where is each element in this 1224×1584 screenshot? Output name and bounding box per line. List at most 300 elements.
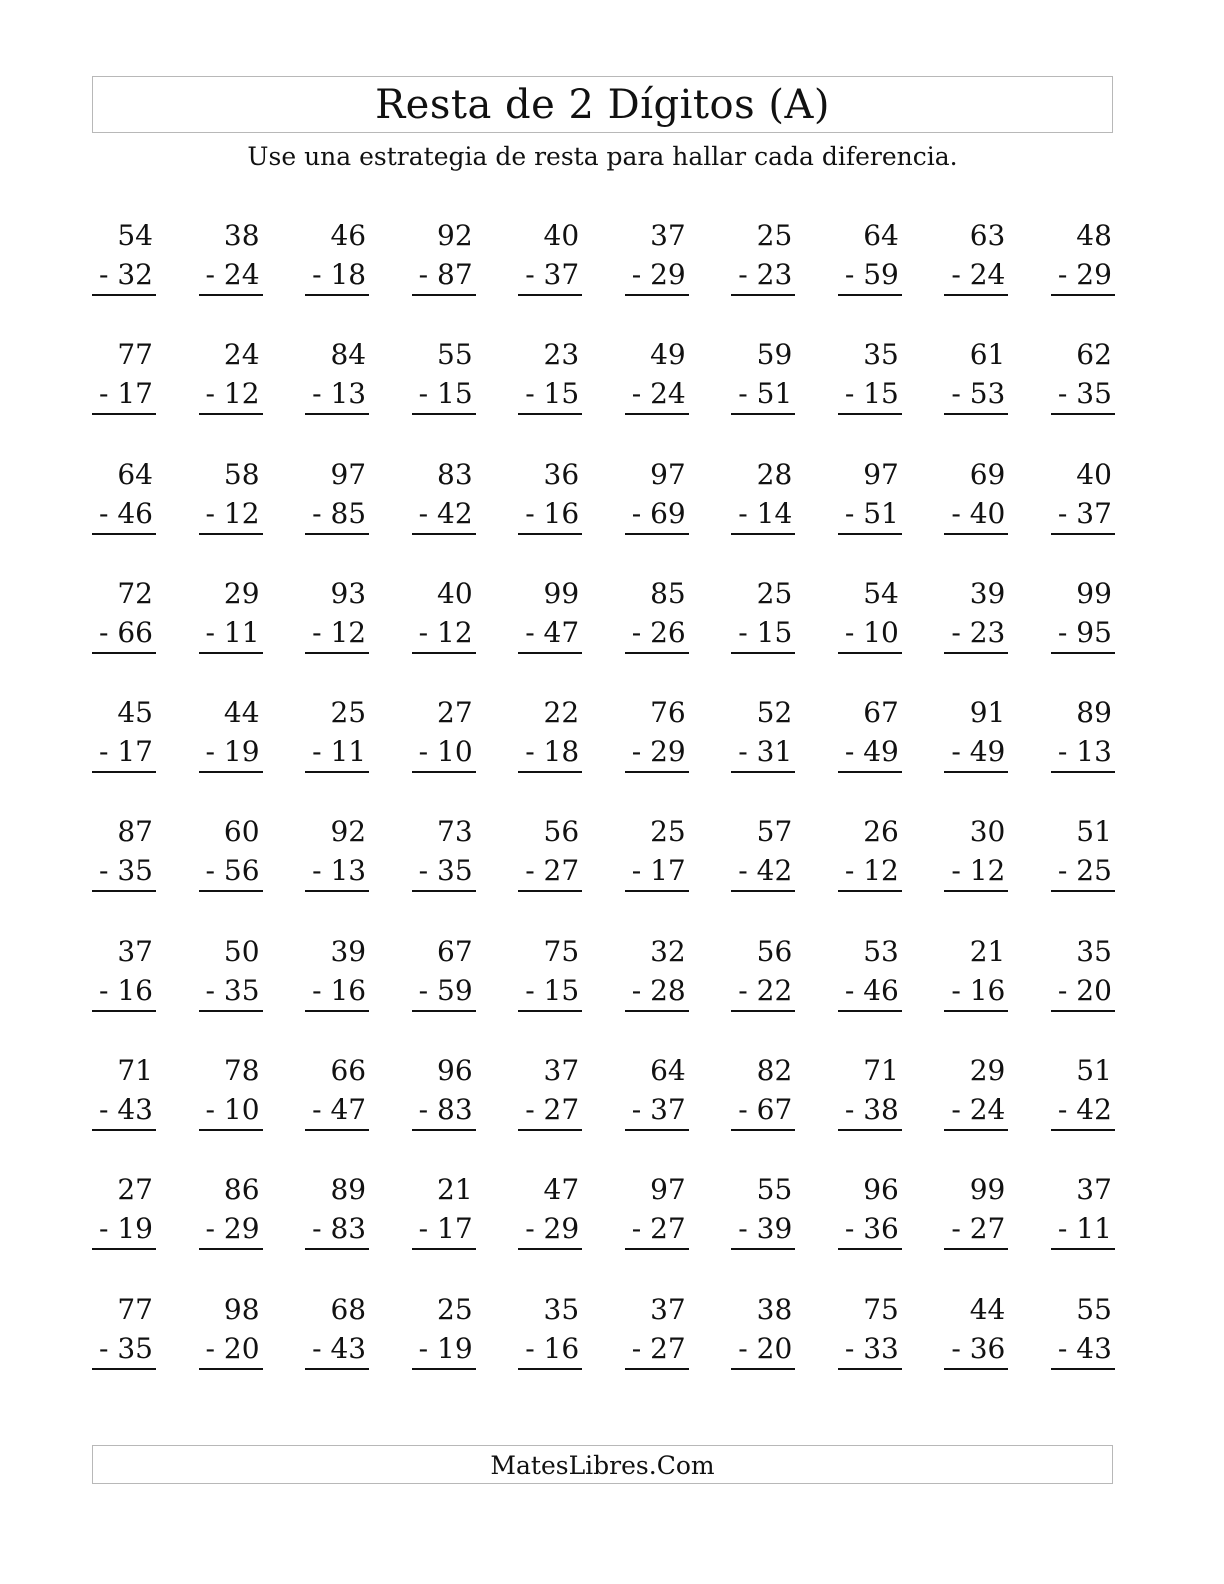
- problem-r6-c6: [625, 812, 689, 931]
- problem-r8-c10: [1051, 1051, 1115, 1170]
- problem-r10-c4: [412, 1290, 476, 1409]
- problem-r7-c6: [625, 932, 689, 1051]
- minuend: 25: [650, 815, 686, 849]
- subtrahend: - 17: [92, 375, 156, 415]
- problem-r6-c5: [518, 812, 582, 931]
- problem-r6-c4: [412, 812, 476, 931]
- problem-r4-c6: [625, 574, 689, 693]
- minuend: 60: [223, 815, 260, 849]
- problem-r5-c4: [412, 693, 476, 812]
- problem-r5-c6: [625, 693, 689, 812]
- subtrahend: - 12: [412, 614, 476, 654]
- subtrahend: - 24: [944, 256, 1008, 296]
- minuend: 40: [437, 576, 473, 610]
- problem-r10-c5: [518, 1290, 582, 1409]
- subtrahend: - 35: [199, 972, 263, 1012]
- problem-r7-c9: [944, 932, 1008, 1051]
- minuend: 29: [223, 576, 260, 610]
- problem-r1-c2: [199, 216, 263, 335]
- subtrahend: - 59: [412, 972, 476, 1012]
- minuend: 37: [650, 1292, 686, 1326]
- subtrahend: - 46: [838, 972, 902, 1012]
- minuend: 37: [543, 1054, 580, 1088]
- problem-r5-c5: [518, 693, 582, 812]
- problem-r8-c2: [199, 1051, 263, 1170]
- minuend: 35: [1076, 934, 1112, 968]
- minuend: 97: [863, 457, 899, 491]
- subtrahend: - 12: [305, 614, 369, 654]
- minuend: 97: [650, 457, 686, 491]
- subtrahend: - 36: [838, 1210, 902, 1250]
- subtrahend: - 29: [625, 256, 689, 296]
- minuend: 37: [650, 219, 686, 252]
- subtrahend: - 32: [92, 256, 156, 296]
- problem-r6-c2: [199, 812, 263, 931]
- minuend: 75: [543, 934, 580, 968]
- minuend: 75: [863, 1292, 899, 1326]
- minuend: 73: [437, 815, 473, 849]
- subtrahend: - 11: [305, 733, 369, 773]
- problem-r2-c7: [731, 335, 795, 454]
- minuend: 27: [117, 1173, 153, 1207]
- subtrahend: - 37: [625, 1091, 689, 1131]
- subtrahend: - 35: [412, 852, 476, 892]
- subtrahend: - 51: [838, 495, 902, 535]
- minuend: 55: [1076, 1292, 1112, 1326]
- subtrahend: - 12: [199, 495, 263, 535]
- subtrahend: - 20: [199, 1330, 263, 1370]
- minuend: 37: [117, 934, 153, 968]
- subtrahend: - 83: [305, 1210, 369, 1250]
- subtrahend: - 13: [305, 375, 369, 415]
- minuend: 96: [437, 1054, 473, 1088]
- minuend: 35: [543, 1292, 580, 1326]
- minuend: 61: [969, 338, 1006, 372]
- subtrahend: - 17: [92, 733, 156, 773]
- minuend: 59: [756, 338, 793, 372]
- problem-r1-c9: [944, 216, 1008, 335]
- subtrahend: - 13: [1051, 733, 1115, 773]
- subtrahend: - 17: [412, 1210, 476, 1250]
- minuend: 87: [117, 815, 153, 849]
- minuend: 56: [756, 934, 793, 968]
- subtrahend: - 49: [838, 733, 902, 773]
- subtrahend: - 16: [92, 972, 156, 1012]
- subtrahend: - 49: [944, 733, 1008, 773]
- problem-r7-c7: [731, 932, 795, 1051]
- problem-r9-c9: [944, 1170, 1008, 1289]
- minuend: 91: [969, 696, 1006, 730]
- problem-r3-c8: [838, 455, 902, 574]
- minuend: 51: [1076, 815, 1112, 849]
- subtrahend: - 27: [625, 1330, 689, 1370]
- minuend: 86: [223, 1173, 260, 1207]
- problem-r10-c8: [838, 1290, 902, 1409]
- problem-r5-c10: [1051, 693, 1115, 812]
- problem-r5-c1: [92, 693, 156, 812]
- problem-r3-c6: [625, 455, 689, 574]
- problem-r9-c3: [305, 1170, 369, 1289]
- minuend: 38: [756, 1292, 793, 1326]
- problem-r10-c1: [92, 1290, 156, 1409]
- subtrahend: - 17: [625, 852, 689, 892]
- minuend: 96: [863, 1173, 899, 1207]
- minuend: 54: [863, 576, 899, 610]
- minuend: 25: [330, 696, 367, 730]
- minuend: 26: [863, 815, 899, 849]
- minuend: 53: [863, 934, 899, 968]
- subtrahend: - 23: [944, 614, 1008, 654]
- minuend: 71: [117, 1054, 153, 1088]
- subtrahend: - 83: [412, 1091, 476, 1131]
- problem-r10-c6: [625, 1290, 689, 1409]
- minuend: 25: [756, 219, 793, 252]
- minuend: 64: [650, 1054, 686, 1088]
- subtrahend: - 39: [731, 1210, 795, 1250]
- problem-r4-c10: [1051, 574, 1115, 693]
- minuend: 92: [330, 815, 367, 849]
- minuend: 25: [437, 1292, 473, 1326]
- problem-grid: [92, 216, 1113, 1409]
- subtrahend: - 37: [518, 256, 582, 296]
- subtrahend: - 18: [305, 256, 369, 296]
- minuend: 32: [650, 934, 686, 968]
- minuend: 68: [330, 1292, 367, 1326]
- minuend: 63: [969, 219, 1006, 252]
- problem-r7-c4: [412, 932, 476, 1051]
- minuend: 46: [330, 219, 367, 252]
- problem-r7-c2: [199, 932, 263, 1051]
- problem-r10-c10: [1051, 1290, 1115, 1409]
- minuend: 25: [756, 576, 793, 610]
- minuend: 36: [543, 457, 580, 491]
- subtrahend: - 69: [625, 495, 689, 535]
- problem-r3-c9: [944, 455, 1008, 574]
- subtrahend: - 14: [731, 495, 795, 535]
- problem-r1-c3: [305, 216, 369, 335]
- minuend: 82: [756, 1054, 793, 1088]
- problem-r3-c10: [1051, 455, 1115, 574]
- page-title: Resta de 2 Dígitos (A): [375, 82, 830, 128]
- minuend: 97: [650, 1173, 686, 1207]
- minuend: 40: [543, 219, 580, 252]
- minuend: 29: [969, 1054, 1006, 1088]
- problem-r4-c9: [944, 574, 1008, 693]
- problem-r3-c2: [199, 455, 263, 574]
- minuend: 71: [863, 1054, 899, 1088]
- subtrahend: - 15: [731, 614, 795, 654]
- problem-r3-c1: [92, 455, 156, 574]
- subtrahend: - 15: [518, 972, 582, 1012]
- minuend: 89: [330, 1173, 367, 1207]
- minuend: 48: [1076, 219, 1112, 252]
- subtrahend: - 20: [731, 1330, 795, 1370]
- subtrahend: - 66: [92, 614, 156, 654]
- problem-r1-c10: [1051, 216, 1115, 335]
- problem-r7-c10: [1051, 932, 1115, 1051]
- subtrahend: - 36: [944, 1330, 1008, 1370]
- subtrahend: - 51: [731, 375, 795, 415]
- subtrahend: - 43: [1051, 1330, 1115, 1370]
- problem-r1-c8: [838, 216, 902, 335]
- problem-r8-c5: [518, 1051, 582, 1170]
- minuend: 44: [969, 1292, 1006, 1326]
- problem-r2-c5: [518, 335, 582, 454]
- minuend: 47: [543, 1173, 580, 1207]
- minuend: 89: [1076, 696, 1112, 730]
- problem-r1-c6: [625, 216, 689, 335]
- minuend: 40: [1076, 457, 1112, 491]
- subtrahend: - 56: [199, 852, 263, 892]
- problem-r1-c1: [92, 216, 156, 335]
- subtrahend: - 27: [944, 1210, 1008, 1250]
- minuend: 57: [756, 815, 793, 849]
- subtrahend: - 10: [838, 614, 902, 654]
- problem-r2-c6: [625, 335, 689, 454]
- subtrahend: - 37: [1051, 495, 1115, 535]
- subtrahend: - 16: [518, 1330, 582, 1370]
- problem-r9-c10: [1051, 1170, 1115, 1289]
- problem-r5-c9: [944, 693, 1008, 812]
- subtrahend: - 67: [731, 1091, 795, 1131]
- minuend: 27: [437, 696, 473, 730]
- problem-r3-c3: [305, 455, 369, 574]
- minuend: 99: [1076, 576, 1112, 610]
- problem-r9-c2: [199, 1170, 263, 1289]
- subtrahend: - 13: [305, 852, 369, 892]
- minuend: 23: [543, 338, 580, 372]
- subtrahend: - 11: [199, 614, 263, 654]
- subtrahend: - 35: [1051, 375, 1115, 415]
- minuend: 99: [969, 1173, 1006, 1207]
- subtrahend: - 31: [731, 733, 795, 773]
- problem-r4-c1: [92, 574, 156, 693]
- problem-r2-c9: [944, 335, 1008, 454]
- footer-site: MatesLibres.Com: [490, 1451, 715, 1480]
- subtrahend: - 23: [731, 256, 795, 296]
- subtrahend: - 95: [1051, 614, 1115, 654]
- problem-r2-c2: [199, 335, 263, 454]
- problem-r8-c1: [92, 1051, 156, 1170]
- subtrahend: - 24: [944, 1091, 1008, 1131]
- minuend: 64: [863, 219, 899, 252]
- subtrahend: - 10: [412, 733, 476, 773]
- minuend: 49: [650, 338, 686, 372]
- problem-r4-c3: [305, 574, 369, 693]
- footer: [92, 1445, 1113, 1484]
- minuend: 38: [223, 219, 260, 252]
- minuend: 99: [543, 576, 580, 610]
- minuend: 58: [223, 457, 260, 491]
- problem-r2-c10: [1051, 335, 1115, 454]
- subtrahend: - 26: [625, 614, 689, 654]
- subtrahend: - 59: [838, 256, 902, 296]
- subtrahend: - 33: [838, 1330, 902, 1370]
- minuend: 85: [650, 576, 686, 610]
- problem-r9-c1: [92, 1170, 156, 1289]
- problem-r6-c1: [92, 812, 156, 931]
- subtrahend: - 22: [731, 972, 795, 1012]
- problem-r8-c3: [305, 1051, 369, 1170]
- problem-r8-c7: [731, 1051, 795, 1170]
- minuend: 92: [437, 219, 473, 252]
- minuend: 55: [756, 1173, 793, 1207]
- problem-r8-c8: [838, 1051, 902, 1170]
- problem-r3-c7: [731, 455, 795, 574]
- minuend: 30: [969, 815, 1006, 849]
- subtrahend: - 29: [625, 733, 689, 773]
- subtrahend: - 29: [199, 1210, 263, 1250]
- subtrahend: - 15: [838, 375, 902, 415]
- minuend: 21: [969, 934, 1006, 968]
- minuend: 78: [223, 1054, 260, 1088]
- problem-r2-c4: [412, 335, 476, 454]
- subtrahend: - 42: [731, 852, 795, 892]
- problem-r9-c8: [838, 1170, 902, 1289]
- instructions: Use una estrategia de resta para hallar cada diferencia.: [247, 142, 958, 171]
- subtrahend: - 47: [305, 1091, 369, 1131]
- subtrahend: - 27: [518, 852, 582, 892]
- minuend: 67: [437, 934, 473, 968]
- minuend: 37: [1076, 1173, 1112, 1207]
- minuend: 67: [863, 696, 899, 730]
- problem-r9-c4: [412, 1170, 476, 1289]
- subtrahend: - 24: [625, 375, 689, 415]
- minuend: 66: [330, 1054, 367, 1088]
- problem-r6-c7: [731, 812, 795, 931]
- subtrahend: - 19: [199, 733, 263, 773]
- problem-r6-c10: [1051, 812, 1115, 931]
- problem-r2-c1: [92, 335, 156, 454]
- subtrahend: - 24: [199, 256, 263, 296]
- minuend: 97: [330, 457, 367, 491]
- minuend: 98: [223, 1292, 260, 1326]
- problem-r3-c4: [412, 455, 476, 574]
- subtrahend: - 29: [518, 1210, 582, 1250]
- problem-r2-c8: [838, 335, 902, 454]
- minuend: 83: [437, 457, 473, 491]
- problem-r7-c1: [92, 932, 156, 1051]
- problem-r10-c9: [944, 1290, 1008, 1409]
- problem-r10-c2: [199, 1290, 263, 1409]
- minuend: 45: [117, 696, 153, 730]
- minuend: 77: [117, 338, 153, 372]
- subtrahend: - 42: [412, 495, 476, 535]
- subtrahend: - 46: [92, 495, 156, 535]
- problem-r5-c2: [199, 693, 263, 812]
- subtrahend: - 15: [518, 375, 582, 415]
- minuend: 77: [117, 1292, 153, 1326]
- minuend: 24: [223, 338, 260, 372]
- problem-r4-c5: [518, 574, 582, 693]
- minuend: 51: [1076, 1054, 1112, 1088]
- minuend: 39: [330, 934, 367, 968]
- problem-r8-c4: [412, 1051, 476, 1170]
- minuend: 64: [117, 457, 153, 491]
- problem-r4-c7: [731, 574, 795, 693]
- minuend: 69: [969, 457, 1006, 491]
- minuend: 21: [437, 1173, 473, 1207]
- problem-r9-c7: [731, 1170, 795, 1289]
- problem-r6-c3: [305, 812, 369, 931]
- minuend: 54: [117, 219, 153, 252]
- problem-r9-c5: [518, 1170, 582, 1289]
- problem-r6-c8: [838, 812, 902, 931]
- minuend: 39: [969, 576, 1006, 610]
- problem-r2-c3: [305, 335, 369, 454]
- subtrahend: - 35: [92, 852, 156, 892]
- subtrahend: - 16: [518, 495, 582, 535]
- problem-r8-c9: [944, 1051, 1008, 1170]
- subtrahend: - 20: [1051, 972, 1115, 1012]
- subtrahend: - 12: [944, 852, 1008, 892]
- problem-r9-c6: [625, 1170, 689, 1289]
- subtrahend: - 85: [305, 495, 369, 535]
- subtrahend: - 10: [199, 1091, 263, 1131]
- subtrahend: - 29: [1051, 256, 1115, 296]
- subtrahend: - 87: [412, 256, 476, 296]
- problem-r7-c8: [838, 932, 902, 1051]
- problem-r1-c5: [518, 216, 582, 335]
- subtrahend: - 25: [1051, 852, 1115, 892]
- subtrahend: - 47: [518, 614, 582, 654]
- problem-r4-c2: [199, 574, 263, 693]
- problem-r5-c8: [838, 693, 902, 812]
- subtrahend: - 16: [305, 972, 369, 1012]
- subtrahend: - 12: [199, 375, 263, 415]
- subtrahend: - 16: [944, 972, 1008, 1012]
- subtrahend: - 27: [625, 1210, 689, 1250]
- problem-r7-c5: [518, 932, 582, 1051]
- subtrahend: - 42: [1051, 1091, 1115, 1131]
- subtrahend: - 11: [1051, 1210, 1115, 1250]
- minuend: 55: [437, 338, 473, 372]
- problem-r10-c3: [305, 1290, 369, 1409]
- problem-r1-c7: [731, 216, 795, 335]
- subtrahend: - 28: [625, 972, 689, 1012]
- subtrahend: - 18: [518, 733, 582, 773]
- title-box: [92, 76, 1113, 133]
- subtrahend: - 43: [92, 1091, 156, 1131]
- minuend: 56: [543, 815, 580, 849]
- problem-r5-c3: [305, 693, 369, 812]
- minuend: 52: [756, 696, 793, 730]
- minuend: 72: [117, 576, 153, 610]
- subtrahend: - 40: [944, 495, 1008, 535]
- minuend: 28: [756, 457, 793, 491]
- minuend: 76: [650, 696, 686, 730]
- minuend: 84: [330, 338, 367, 372]
- problem-r6-c9: [944, 812, 1008, 931]
- subtrahend: - 38: [838, 1091, 902, 1131]
- problem-r4-c8: [838, 574, 902, 693]
- problem-r10-c7: [731, 1290, 795, 1409]
- problem-r5-c7: [731, 693, 795, 812]
- problem-r3-c5: [518, 455, 582, 574]
- subtrahend: - 19: [92, 1210, 156, 1250]
- subtrahend: - 19: [412, 1330, 476, 1370]
- subtrahend: - 27: [518, 1091, 582, 1131]
- minuend: 35: [863, 338, 899, 372]
- problem-r7-c3: [305, 932, 369, 1051]
- minuend: 44: [223, 696, 260, 730]
- problem-r8-c6: [625, 1051, 689, 1170]
- minuend: 22: [543, 696, 580, 730]
- subtrahend: - 15: [412, 375, 476, 415]
- minuend: 62: [1076, 338, 1112, 372]
- minuend: 93: [330, 576, 367, 610]
- problem-r1-c4: [412, 216, 476, 335]
